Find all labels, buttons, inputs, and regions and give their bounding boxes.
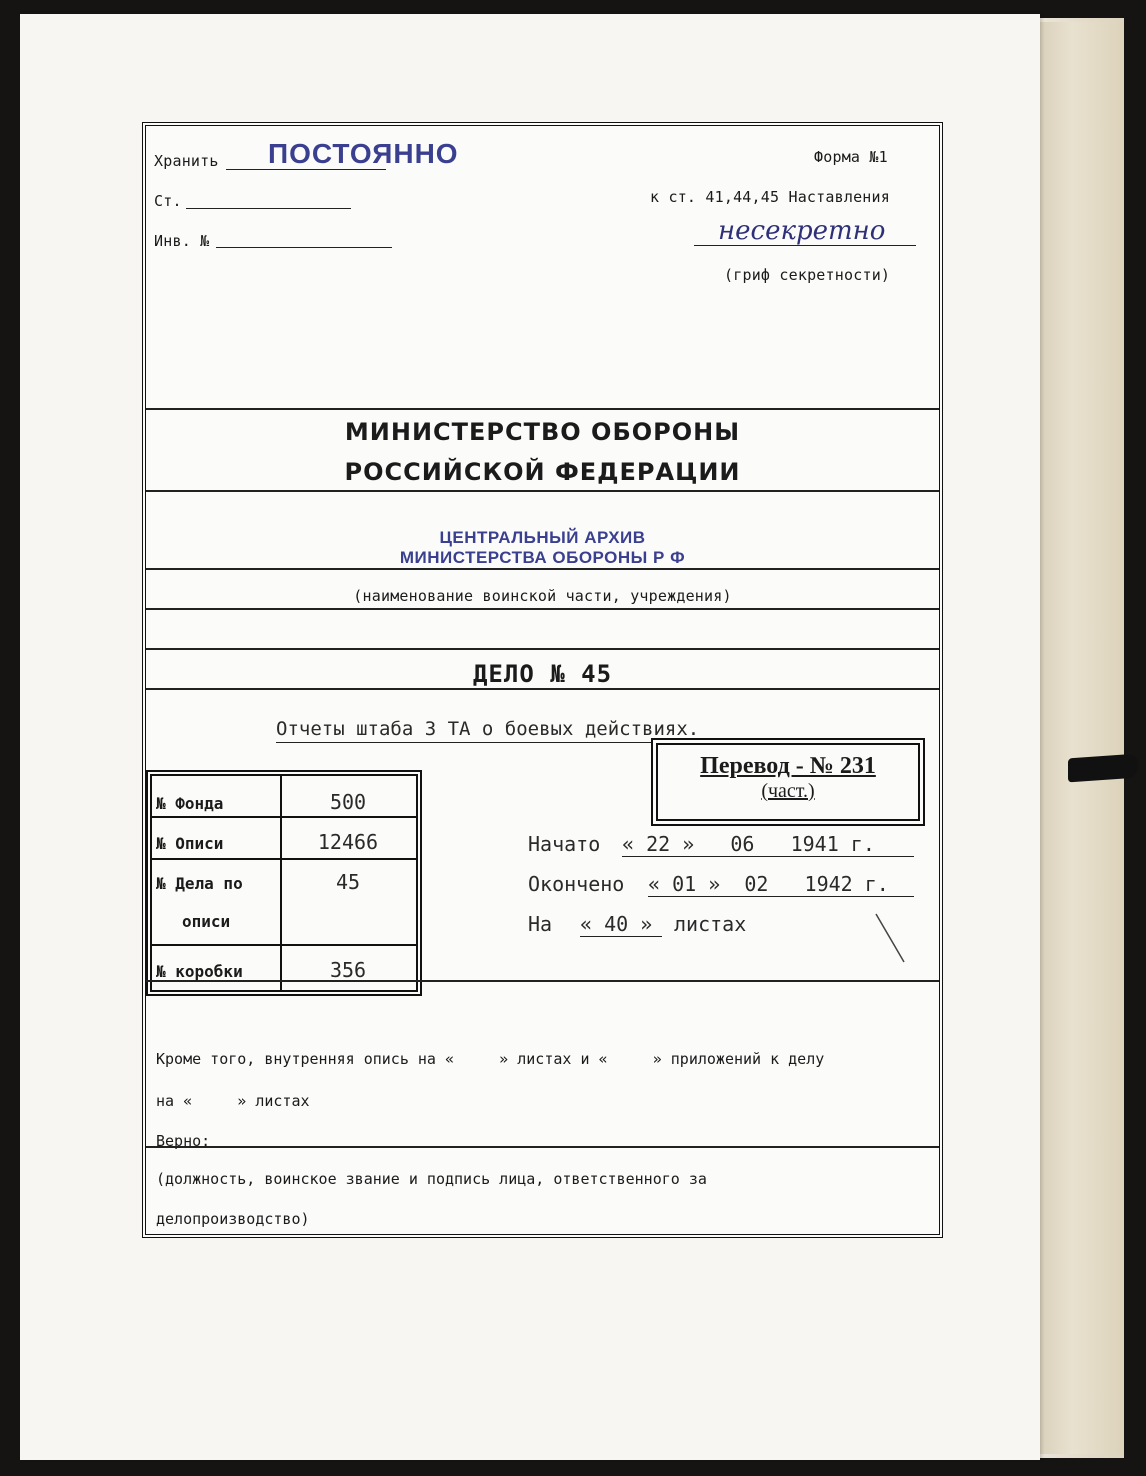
regulation-reference: к ст. 41,44,45 Наставления	[650, 188, 890, 206]
keep-label: Хранить	[154, 152, 219, 170]
translation-stamp	[656, 743, 920, 821]
divider-ministry-top	[146, 408, 939, 410]
inventory-label: Инв. №	[154, 232, 210, 250]
article-underline	[186, 208, 351, 209]
secrecy-caption: (гриф секретности)	[724, 266, 891, 284]
started-underline	[622, 856, 914, 857]
divider-footer-top	[146, 980, 939, 982]
divider-unit-name	[146, 568, 939, 570]
table-row-opis	[152, 818, 416, 860]
box-value: 356	[329, 958, 367, 982]
archive-reference-table	[150, 774, 418, 992]
secrecy-handwritten: несекретно	[718, 216, 886, 246]
translation-number: Перевод - № 231	[700, 753, 876, 779]
sheets-label: На	[528, 912, 553, 936]
internal-inventory-line: Кроме того, внутренняя опись на « » листах и « » приложений к делу	[156, 1050, 825, 1068]
ended-value: « 01 » 02 1942 г.	[648, 872, 889, 896]
article-label: Ст.	[154, 192, 182, 210]
case-description: Отчеты штаба 3 ТА о боевых действиях.	[276, 718, 700, 740]
divider-signature	[146, 1146, 939, 1148]
paper-edge	[1038, 22, 1124, 1454]
divider-unit-caption	[146, 608, 939, 610]
fond-value: 500	[329, 790, 367, 814]
responsible-caption-line-2: делопроизводство)	[156, 1210, 310, 1228]
opis-value: 12466	[317, 830, 379, 854]
divider-case-top	[146, 648, 939, 650]
responsible-caption-line-1: (должность, воинское звание и подпись лица, ответственного за	[156, 1170, 707, 1188]
translation-partial: (част.)	[761, 780, 815, 802]
archive-form	[142, 122, 943, 1238]
table-row-fond	[152, 776, 416, 818]
divider-case-bottom	[146, 688, 939, 690]
unit-caption: (наименование воинской части, учреждения)	[353, 587, 732, 605]
binding-clip	[1068, 754, 1138, 783]
secrecy-underline	[694, 245, 916, 246]
inventory-underline	[216, 247, 392, 248]
table-row-delo	[152, 860, 416, 946]
archive-stamp-line-1: ЦЕНТРАЛЬНЫЙ АРХИВ	[439, 528, 646, 547]
sheets-value: « 40 »	[580, 912, 653, 936]
archive-stamp-line-2: МИНИСТЕРСТВА ОБОРОНЫ Р Ф	[399, 548, 686, 567]
delo-label-continued: описи	[182, 912, 231, 931]
keep-permanently-stamp: ПОСТОЯННО	[268, 138, 459, 169]
started-value: « 22 » 06 1941 г.	[622, 832, 875, 856]
pencil-tick-mark	[870, 910, 910, 966]
case-title: ДЕЛО № 45	[472, 660, 613, 688]
ministry-line-1: МИНИСТЕРСТВО ОБОРОНЫ	[344, 418, 741, 446]
form-number: Форма №1	[814, 148, 888, 166]
sheets-line: на « » листах	[156, 1092, 310, 1110]
divider-ministry-bottom	[146, 490, 939, 492]
box-label: № коробки	[156, 962, 243, 981]
opis-label: № Описи	[156, 834, 224, 853]
delo-label: № Дела по	[156, 874, 243, 893]
ended-underline	[648, 896, 914, 897]
started-label: Начато	[528, 832, 601, 856]
delo-value: 45	[335, 870, 361, 894]
ministry-line-2: РОССИЙСКОЙ ФЕДЕРАЦИИ	[344, 458, 741, 486]
sheets-suffix: листах	[674, 912, 747, 936]
ended-label: Окончено	[528, 872, 625, 896]
fond-label: № Фонда	[156, 794, 224, 813]
verified-label: Верно:	[156, 1132, 211, 1150]
sheets-underline	[580, 936, 662, 937]
